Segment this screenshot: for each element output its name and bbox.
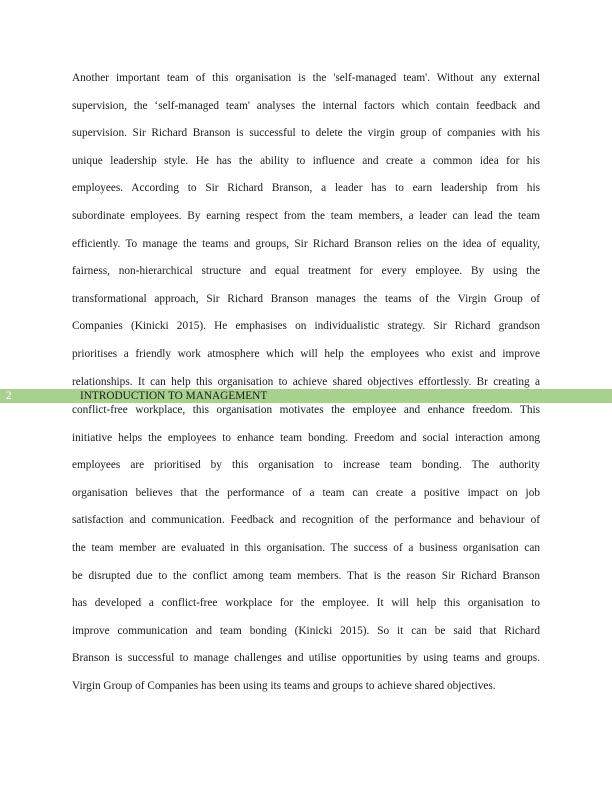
body-line: initiative helps the employees to enhance team bonding. Freedom and social interaction among <box>72 432 540 444</box>
body-line: the team member are evaluated in this organisation. The success of a business organisation can <box>72 542 540 554</box>
body-line: supervision, the ‘self-managed team' analyses the internal factors which contain feedback and <box>72 100 540 112</box>
body-line: Virgin Group of Companies has been using its teams and groups to achieve shared objectives. <box>72 680 496 692</box>
body-line: fairness, non-hierarchical structure and equal treatment for every employee. By using the <box>72 265 540 277</box>
body-line: prioritises a friendly work atmosphere which will help the employees who exist and improve <box>72 348 540 360</box>
body-line: conflict-free workplace, this organisation motivates the employee and enhance freedom. This <box>72 404 540 416</box>
body-line: Companies (Kinicki 2015). He emphasises on individualistic strategy. Sir Richard grandson <box>72 320 540 332</box>
body-line: Another important team of this organisation is the 'self-managed team'. Without any external <box>72 72 540 84</box>
body-line: supervision. Sir Richard Branson is successful to delete the virgin group of companies with his <box>72 127 540 139</box>
body-line: employees are prioritised by this organisation to increase team bonding. The authority <box>72 459 540 471</box>
body-line: subordinate employees. By earning respect from the team members, a leader can lead the team <box>72 210 540 222</box>
body-line: efficiently. To manage the teams and groups, Sir Richard Branson relies on the idea of equality, <box>72 238 540 250</box>
body-line: has developed a conflict-free workplace for the employee. It will help this organisation to <box>72 597 540 609</box>
body-line: employees. According to Sir Richard Branson, a leader has to earn leadership from his <box>72 182 540 194</box>
body-line: relationships. It can help this organisation to achieve shared objectives effortlessly. Br creating a <box>72 376 540 388</box>
body-line: satisfaction and communication. Feedback and recognition of the performance and behaviour of <box>72 514 540 526</box>
running-header-title: INTRODUCTION TO MANAGEMENT <box>80 390 268 402</box>
body-line: organisation believes that the performance of a team can create a positive impact on job <box>72 487 540 499</box>
page-number: 2 <box>6 390 12 402</box>
body-line: be disrupted due to the conflict among team members. That is the reason Sir Richard Branson <box>72 570 540 582</box>
body-line: Branson is successful to manage challenges and utilise opportunities by using teams and groups. <box>72 652 540 664</box>
body-line: unique leadership style. He has the ability to influence and create a common idea for his <box>72 155 540 167</box>
body-line: improve communication and team bonding (Kinicki 2015). So it can be said that Richard <box>72 625 540 637</box>
body-line: transformational approach, Sir Richard Branson manages the teams of the Virgin Group of <box>72 293 540 305</box>
